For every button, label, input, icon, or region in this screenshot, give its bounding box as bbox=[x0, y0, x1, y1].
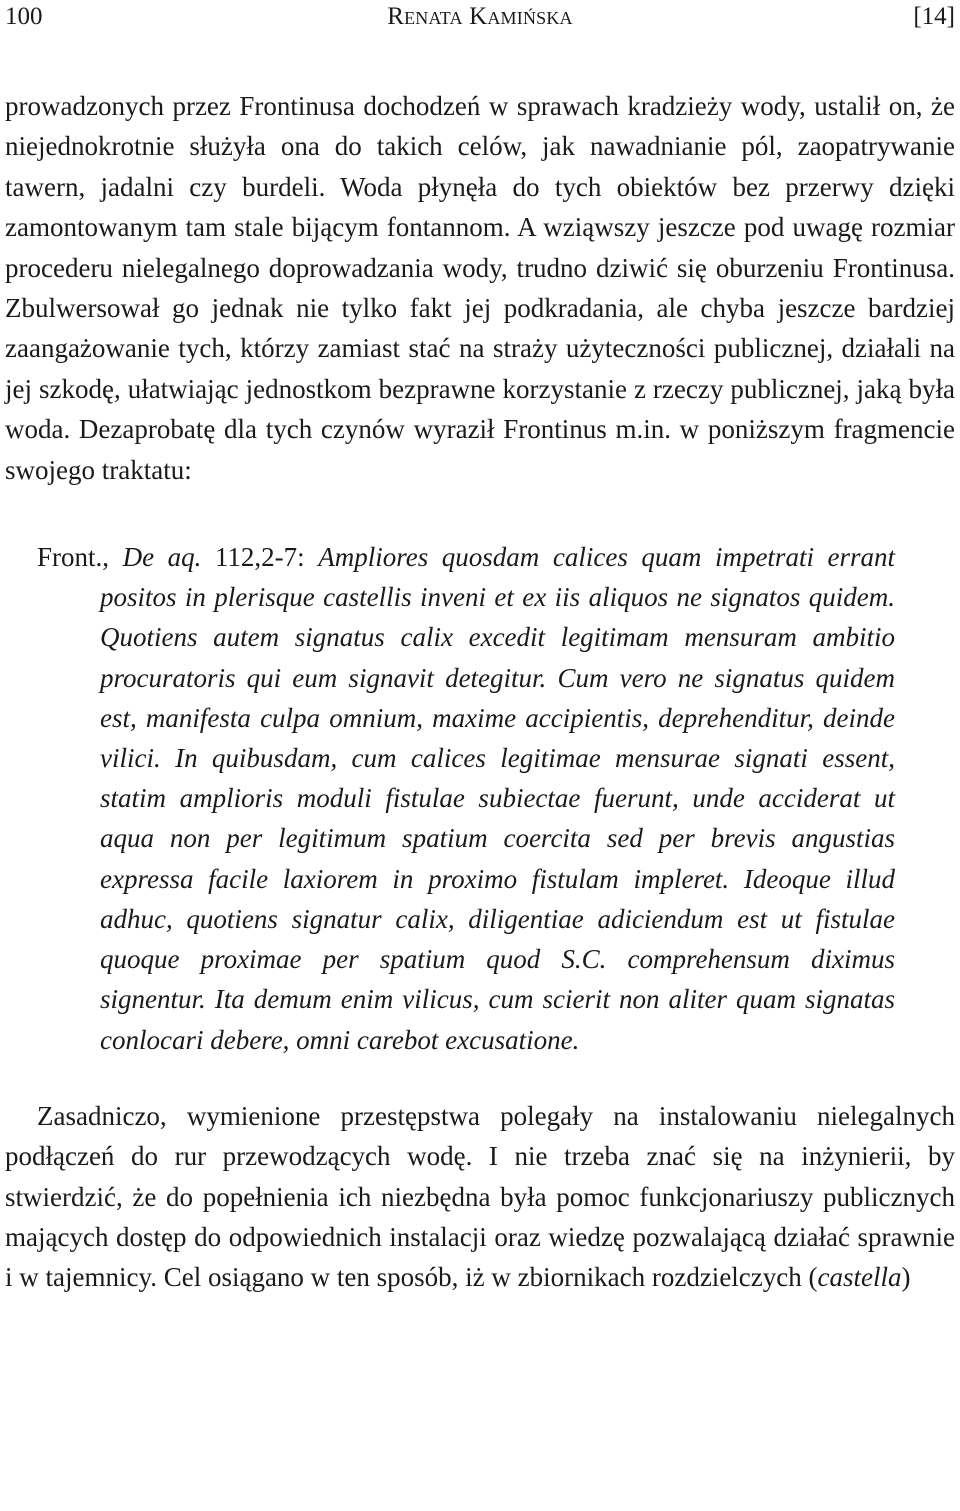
running-head bbox=[5, 0, 955, 34]
paragraph-2 bbox=[5, 1096, 955, 1298]
page-number: 100 bbox=[5, 3, 43, 30]
paragraph-2-italic-term: castella bbox=[817, 1262, 902, 1293]
paragraph-2-close: ) bbox=[901, 1262, 911, 1293]
section-number: [14] bbox=[913, 3, 955, 30]
document-page bbox=[5, 0, 955, 1298]
quote-ref-author: Front., bbox=[37, 542, 123, 573]
paragraph-1: prowadzonych przez Frontinusa dochodzeń w sprawach kradzieży wody, ustalił on, że niejednokrotnie służyła ona do takich celów, jak nawadnianie pól, zaopatrywanie tawern, jadalni czy burdeli. Woda płynęła do tych obiektów bez przerwy dzięki zamontowanym tam stale bijącym fontannom. A wziąwszy jeszcze pod uwagę rozmiar procederu nielegalnego doprowadzania wody, trudno dziwić się oburzeniu Frontinusa. Zbulwersował go jednak nie tylko fakt jej podkradania, ale chyba jeszcze bardziej zaangażowanie tych, którzy zamiast stać na straży użyteczności publicznej, działali na jej szkodę, ułatwiając jednostkom bezprawne korzystanie z rzeczy publicznej, jaką była woda. Dezaprobatę dla tych czynów wyraził Frontinus m.in. w poniższym fragmencie swojego traktatu: bbox=[5, 91, 955, 485]
quote-ref-location: 112,2-7: bbox=[201, 542, 319, 573]
quote-ref-work: De aq. bbox=[122, 542, 202, 573]
quote-text: Ampliores quosdam calices quam impetrati errant positos in plerisque castellis inveni et ex iis aliquos ne signatos quidem. Quotiens autem signatus calix excedit legitimam mensuram ambitio procuratoris qui eum signavit detegitur. Cum vero ne signatus quidem est, manifesta culpa omnium, maxime accipientis, deprehenditur, deinde vilici. In quibusdam, cum calices legitimae mensurae signati essent, statim amplioris moduli fistulae subiectae fuerunt, unde acciderat ut aqua non per legitimum spatium coercita sed per brevis angustias expressa facile laxiorem in proximo fistulam impleret. Ideoque illud adhuc, quotiens signatur calix, diligentiae adiciendum est ut fistulae quoque proximae per spatium quod S.C. comprehensum diximus signentur. Ita demum enim vilicus, cum scierit non aliter quam signatas conlocari debere, omni carebot excusatione. bbox=[100, 542, 896, 1055]
running-head-author: Renata Kamińska bbox=[387, 3, 573, 30]
latin-quotation bbox=[37, 537, 895, 1060]
paragraph-2-text: Zasadniczo, wymienione przestępstwa polegały na instalowaniu nielegalnych podłączeń do rur przewodzących wodę. I nie trzeba znać się na inżynierii, by stwierdzić, że do popełnienia ich niezbędna była pomoc funkcjonariuszy publicznych mających dostęp do odpowiednich instalacji oraz wiedzę pozwalającą działać sprawnie i w tajemnicy. Cel osiągano w ten sposób, iż w zbiornikach rozdzielczych ( bbox=[5, 1100, 955, 1293]
